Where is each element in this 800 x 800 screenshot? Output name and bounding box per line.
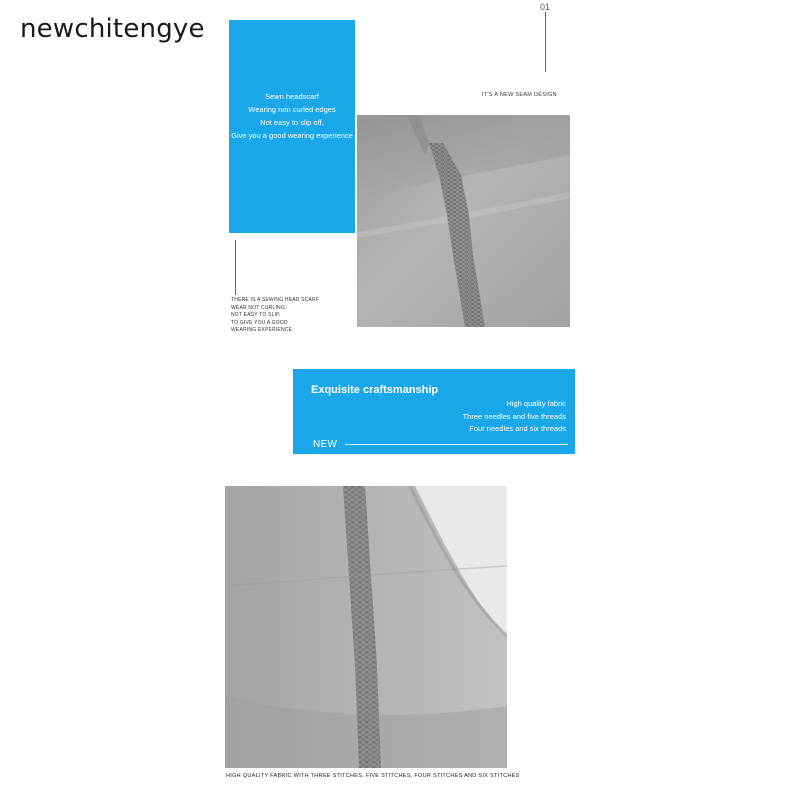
decorative-vertical-line-left (235, 240, 236, 295)
watermark-text: newchitengye (20, 14, 205, 44)
decorative-vertical-line-top (545, 12, 546, 72)
craftsmanship-item: Four needles and six threads (469, 424, 566, 433)
blue-panel-1-text (229, 90, 355, 142)
craftsmanship-item: High quality fabric (506, 399, 566, 408)
description-line: THERE IS A SEWING HEAD SCARF (231, 297, 320, 303)
new-divider-line (345, 444, 568, 445)
panel-1-line: Give you a good wearing experience (231, 131, 353, 140)
craftsmanship-item: Three needles and five threads (462, 411, 566, 421)
description-line: WEARING EXPERIENCE (231, 327, 293, 333)
bottom-caption: HIGH QUALITY FABRIC WITH THREE STITCHES, FIVE STITCHES, FOUR STITCHES AND SIX STITCHES (226, 773, 520, 779)
panel-1-line: Not easy to slip off, (260, 118, 324, 127)
description-line: TO GIVE YOU A GOOD (231, 319, 288, 326)
panel-1-line: Wearing non curled edges (248, 105, 336, 114)
page-number: 01 (540, 2, 551, 12)
description-line: NOT EASY TO SLIP, (231, 312, 281, 318)
new-label: NEW (313, 439, 338, 450)
description-line: WEAR NOT CURLING, (231, 304, 287, 311)
craftsmanship-title: Exquisite craftsmanship (311, 384, 439, 396)
fabric-seam-closeup-image-2 (225, 486, 507, 768)
panel-1-line: Sewn headscarf (265, 92, 319, 101)
seam-design-label: IT'S A NEW SEAM DESIGN (482, 92, 557, 98)
fabric-seam-closeup-image-1 (357, 115, 570, 327)
craftsmanship-list (420, 398, 566, 436)
sewing-description-text (231, 297, 319, 335)
